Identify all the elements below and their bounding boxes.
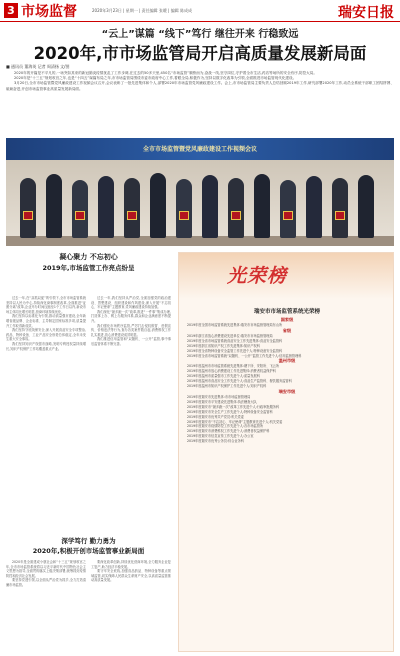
honor-entry: 2019年度瑞安市信息宣传工作先进个人:办公室 [187, 434, 254, 439]
byline: ■ 通讯员 董海英 记者 周清扬 文/图 [6, 64, 70, 69]
person-figure [228, 178, 244, 238]
honor-entry: 2019年度瑞安市优秀公务员:综合业务科 [187, 439, 244, 444]
text-column [91, 296, 171, 534]
lead-article [6, 71, 394, 92]
honor-level-heading: 国家级 [280, 317, 294, 322]
person-figure [98, 176, 114, 238]
person-figure [254, 174, 270, 238]
main-headline: 2020年,市市场监管局开启高质量发展新局面 [33, 44, 367, 63]
honor-entry: 2019年度瑞安市“最多跑一次”改革工作先进个人:行政审批服务科 [187, 404, 280, 409]
honor-entry: 2019年度温州市质量强市工作先进个人:质量发展科 [187, 374, 260, 379]
section2-title: 2020年,积极开创市场监管事业新局面 [32, 547, 145, 555]
certificate-icon [231, 211, 241, 220]
honor-roll-list [187, 317, 387, 444]
body-paragraph: 我们推进信用监管和“双随机、一公开”监管,事中事后监管体系不断完善。 [91, 337, 171, 346]
honor-entry: 2019年度瑞安市疫情防控工作先进个人:各市场监管所 [187, 424, 264, 429]
section2-body [6, 560, 171, 650]
certificate-icon [75, 211, 85, 220]
person-figure [124, 178, 140, 238]
body-paragraph: 要坚持党建引领,以全面从严治党为抓手,全力打造清廉市场监管。 [6, 578, 86, 587]
honor-roll-header [179, 253, 394, 299]
honor-entry: 2019年度瑞安市“不忘初心、牢记使命”主题教育先进个人:机关党委 [187, 419, 283, 424]
honor-entry: 2019年度全省特种设备安全监管工作先进个人:特种设备安全监管科 [187, 348, 283, 353]
lead-paragraph: 3月20日,全市市场监管暨党风廉政建设工作视频会议召开,会议表彰了一批先进集体和个人,部署2020年市场监管党风廉政建设工作。会上,市市场监管局主要负责人总结回顾2019年工作,研究部署2020年工作,动员全系统干部职工团结拼搏、砥砺奋进,开创市场监管事业高质量发展新局面。 [6, 81, 394, 91]
award-recipients-image [6, 160, 394, 246]
section2-kicker: 深学笃行 勤力勇为 [61, 537, 116, 545]
person-figure [46, 174, 62, 238]
body-paragraph: 过去一年,我们坚持从严治党,全面加强党的政治建设、思想建设、组织建设和作风建设,深入开展“不忘初心、牢记使命”主题教育,党风廉政建设持续加强。 [91, 296, 171, 310]
certificate-icon [23, 211, 33, 220]
honor-entry: 2019年度全省市场监管系统“双随机、一公开”监管工作先进个人:信用监督管理科 [187, 353, 302, 358]
person-figure [150, 173, 166, 238]
section1-kicker: 凝心聚力 不忘初心 [59, 253, 118, 261]
certificate-icon [283, 211, 293, 220]
honor-entry: 2019年度浙江省知识产权工作先进集体:知识产权科 [187, 343, 260, 348]
body-paragraph: 我们坚持以标准化为引领,推动质量强市建设,全年新增省级品牌、企业标准、主导制定国家标准多项,质量提升工作取得新成效。 [6, 314, 86, 328]
person-figure [280, 180, 296, 238]
section-title: 市场监督 [21, 4, 77, 20]
honor-entry: 2019年度瑞安市平安建设先进集体:执法稽查大队 [187, 399, 257, 404]
person-figure [202, 175, 218, 238]
body-paragraph: 过去一年,在“双抓双促”的引领下,全市市场监管系统坚持以人民为中心,持续深化商事制度改革,全面推进“证照分离”改革,企业开办时间压缩至1个工作日以内,新设市场主体同比增长明显,营商环境持续优化。 [6, 296, 86, 314]
person-figure [176, 179, 192, 238]
certificate-icon [127, 211, 137, 220]
section1-title: 2019年,市场监管工作亮点纷呈 [42, 264, 135, 272]
body-paragraph: 2020年是全面建成小康社会和“十三五”规划收官之年,全市市场监管系统将以习近平新时代中国特色社会主义思想为指导,全面贯彻落实上级决策部署,统筹抓好疫情防控和经济社会发展。 [6, 560, 86, 578]
body-paragraph: 我们坚持守底线保安全,深入开展食品安全专项整治,药品、特种设备、工业产品安全形势总体稳定,全年未发生重大安全事故。 [6, 328, 86, 342]
person-figure [20, 178, 36, 238]
honor-entry: 2019年度瑞安市先进集体:市市场监督管理局 [187, 394, 251, 399]
person-figure [72, 180, 88, 238]
honor-entry: 2019年度瑞安市消费维权工作先进个人:消费者权益保护科 [187, 429, 270, 434]
honor-entry: 2019年度瑞安市安全生产工作先进个人:特种设备安全监管科 [187, 409, 273, 414]
person-figure [358, 175, 374, 238]
honor-entry: 2019年度温州市市场监管系统先进集体:塘下所、安阳所、飞云所 [187, 364, 280, 369]
issue-meta: 2020年3月23日 | 星期一 | 责任编辑 张暖 | 编辑 陈成成 [92, 8, 193, 13]
text-column [6, 560, 86, 650]
honor-level-heading: 温州市级 [278, 358, 296, 364]
masthead [0, 0, 400, 22]
body-paragraph: 我们强化市场秩序监管,严厉打击侵权假冒、虚假宣传、价格违法等行为,查办各类案件数百起,消费维权工作扎实推进,放心消费建设成效明显。 [91, 323, 171, 337]
headline-kicker: “云上”谋篇 “线下”笃行 继往开来 行稳致远 [101, 29, 299, 40]
conference-photo [6, 138, 394, 246]
section1-heading [6, 252, 171, 272]
honor-entry: 2019年浙江省放心消费建设先进单位:瑞安市市场监督管理局 [187, 333, 273, 338]
lead-paragraph: 2020年是“十三五”规划收官之年,也是“十四五”谋篇布局之年,市市场监管局围绕市委市政府中心工作,着眼全局,积极作为,坚持以数字化改革为引领,全面推进市场监管现代化建设。 [14, 76, 297, 81]
certificate-icon [179, 211, 189, 220]
text-column [91, 560, 171, 650]
body-paragraph: 要守牢安全底线,加强食品药品、特种设备等重点领域监管,切实保障人民群众生命财产安全,以高质量监管推动高质量发展。 [91, 569, 171, 583]
honor-level-heading: 瑞安市级 [278, 388, 296, 394]
newspaper-logo: 瑞安日报 [338, 5, 394, 21]
body-paragraph: 我们坚持知识产权强市战略,发明专利授权量持续增长,知识产权保护工作站覆盖重点产业。 [6, 341, 86, 351]
honor-entry: 2019年度温州市知识产权保护工作先进个人:知识产权科 [187, 384, 267, 389]
honor-roll-subtitle: 瑞安市市场监管系统光荣榜 [253, 309, 320, 315]
text-column [6, 296, 86, 534]
honor-entry: 2019年度全国市场监管系统先进集体:瑞安市市场监督管理局东山所 [187, 323, 283, 327]
honor-entry: 2019年度全省市场监管系统食品安全工作先进集体:食品安全监管科 [187, 338, 283, 343]
page-number: 3 [4, 3, 18, 18]
honor-roll-box [178, 252, 394, 652]
honor-entry: 2019年度瑞安市优秀共产党员:机关党委 [187, 414, 244, 419]
lead-paragraph: 2020年的开篇是不平凡的,一场突如其来的新冠肺炎疫情扰乱了工作步调,在过去的50多天里,450名“市场监管”顺势而为,奋战一线,坚守岗位,守护着全市生活,药店等场所的安全有序,防控大局。 [14, 71, 317, 75]
banner-text: 全市市场监管暨党风廉政建设工作视频会议 [142, 146, 257, 153]
person-figure [332, 178, 348, 238]
honor-roll-title: 光荣榜 [227, 265, 288, 287]
body-paragraph: 要深化改革创新,持续优化营商环境,全力服务企业复工复产,助力经济平稳发展。 [91, 560, 171, 569]
honor-entry: 2019年度温州市食品安全工作先进个人:食品生产监管科、餐饮服务监管科 [187, 379, 292, 384]
conference-banner [6, 138, 394, 160]
honor-level-heading: 省级 [282, 327, 292, 333]
honor-entry: 2019年度温州市放心消费建设工作先进集体:消费者权益保护科 [187, 369, 276, 374]
body-paragraph: 我们深化“最多跑一次”改革,推进“一件事”集成办理,打造掌上办、网上办服务体系,群众和企业满意度不断提升。 [91, 309, 171, 323]
person-figure [306, 176, 322, 238]
section1-body [6, 296, 171, 534]
section2-heading [6, 536, 171, 555]
certificate-icon [335, 211, 345, 220]
